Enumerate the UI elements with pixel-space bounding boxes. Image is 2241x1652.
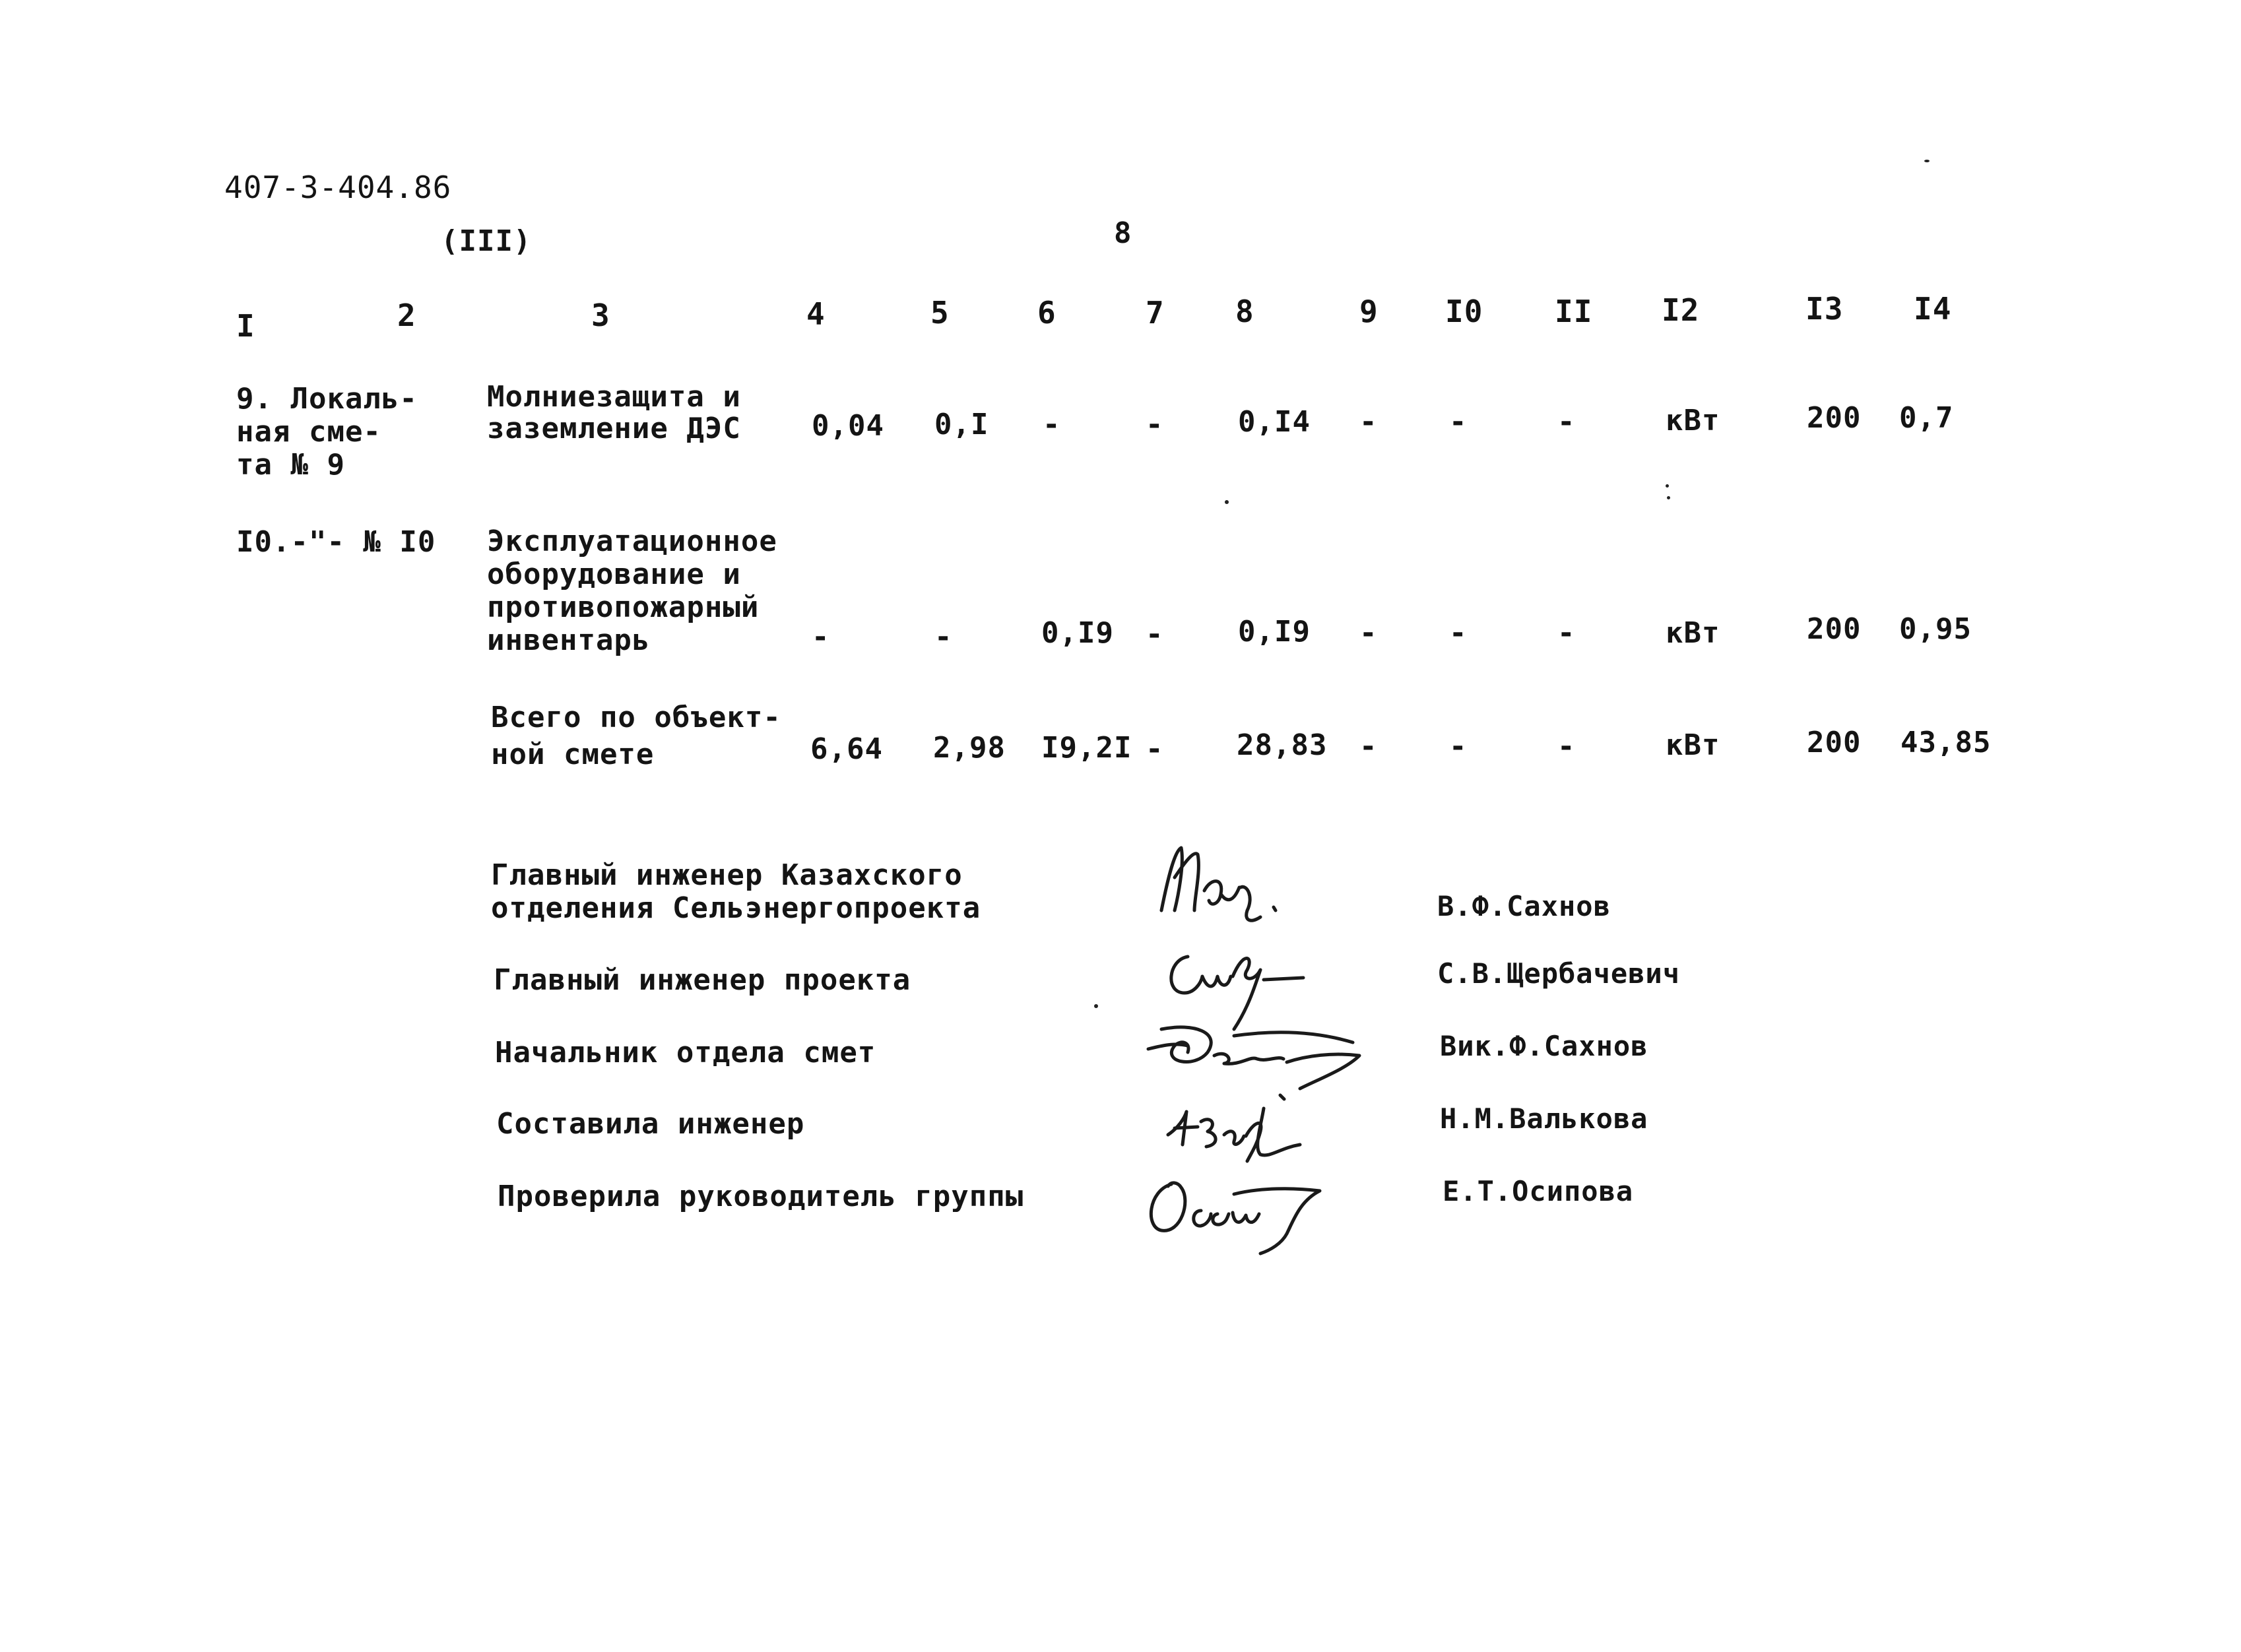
cell-col-14: 0,95 [1899, 612, 1972, 646]
signer-position: Главный инженер Казахского отделения Сельэнергопроекта [491, 858, 981, 925]
cell-col-5: - [934, 620, 953, 654]
page-number: 8 [1114, 216, 1132, 250]
signer-name: С.В.Щербачевич [1437, 957, 1681, 990]
column-number: 7 [1146, 295, 1165, 331]
row-number-and-document: I0.-"- № I0 [236, 525, 436, 559]
column-number: I4 [1914, 291, 1952, 327]
column-number: I2 [1662, 292, 1700, 328]
row-name: Всего по объект- ной смете [491, 701, 781, 771]
scan-speck [1666, 484, 1669, 488]
scan-speck [1667, 496, 1670, 499]
column-number: 2 [397, 298, 416, 333]
section-marker: (III) [441, 224, 532, 258]
cell-col-8: 0,I4 [1238, 405, 1311, 439]
scan-speck [1924, 160, 1930, 162]
cell-col-11: - [1557, 730, 1576, 763]
column-number: I3 [1805, 291, 1844, 327]
cell-col-12: кВт [1666, 616, 1720, 650]
cell-col-6: I9,2I [1041, 731, 1132, 765]
signer-name: В.Ф.Сахнов [1437, 890, 1611, 922]
signer-position: Проверила руководитель группы [498, 1180, 1024, 1213]
cell-col-5: 0,I [934, 408, 989, 441]
column-number: 4 [806, 296, 826, 332]
row-name: Молниезащита и заземление ДЭС [487, 380, 741, 445]
cell-col-13: 200 [1807, 726, 1862, 759]
cell-col-10: - [1449, 616, 1468, 650]
cell-col-7: - [1146, 408, 1164, 441]
cell-col-12: кВт [1666, 728, 1720, 762]
scan-speck [1094, 1004, 1098, 1008]
cell-col-11: - [1557, 616, 1576, 650]
cell-col-7: - [1146, 732, 1164, 766]
cell-col-4: - [812, 620, 830, 654]
cell-col-9: - [1359, 730, 1378, 763]
handwritten-signature [1148, 838, 1333, 930]
column-number: 3 [591, 298, 610, 333]
cell-col-12: кВт [1666, 404, 1720, 437]
cell-col-9: - [1359, 405, 1378, 439]
signer-name: Вик.Ф.Сахнов [1440, 1030, 1648, 1062]
column-number: 9 [1359, 294, 1379, 329]
handwritten-signature [1148, 1082, 1320, 1174]
cell-col-13: 200 [1807, 612, 1862, 646]
handwritten-signature [1135, 1161, 1346, 1260]
column-number: 8 [1235, 294, 1254, 329]
cell-col-4: 0,04 [812, 409, 884, 443]
cell-col-6: 0,I9 [1041, 616, 1114, 650]
row-number-and-document: 9. Локаль- ная сме- та № 9 [236, 382, 418, 482]
column-number: 6 [1037, 295, 1056, 331]
signer-position: Составила инженер [496, 1107, 805, 1141]
cell-col-6: - [1043, 408, 1061, 441]
cell-col-9: - [1359, 616, 1378, 650]
cell-col-10: - [1449, 405, 1468, 439]
cell-col-13: 200 [1807, 401, 1862, 435]
cell-col-4: 6,64 [810, 732, 883, 766]
column-number: I0 [1445, 294, 1483, 329]
scan-speck [1225, 500, 1229, 504]
cell-col-5: 2,98 [933, 731, 1006, 765]
cell-col-14: 0,7 [1899, 401, 1954, 435]
document-code: 407-3-404.86 [224, 170, 452, 205]
cell-col-11: - [1557, 405, 1576, 439]
row-name: Эксплуатационное оборудование и противопожарный инвентарь [487, 524, 777, 657]
cell-col-8: 28,83 [1237, 728, 1328, 762]
signer-position: Начальник отдела смет [495, 1036, 876, 1069]
cell-col-14: 43,85 [1900, 726, 1992, 759]
signer-name: Е.Т.Осипова [1443, 1175, 1634, 1207]
cell-col-7: - [1146, 618, 1164, 651]
cell-col-10: - [1449, 730, 1468, 763]
signer-name: Н.М.Валькова [1440, 1102, 1648, 1135]
column-number: I [236, 308, 255, 344]
signer-position: Главный инженер проекта [494, 963, 911, 997]
cell-col-8: 0,I9 [1238, 615, 1311, 649]
column-number: II [1555, 294, 1593, 329]
column-number: 5 [930, 295, 950, 331]
